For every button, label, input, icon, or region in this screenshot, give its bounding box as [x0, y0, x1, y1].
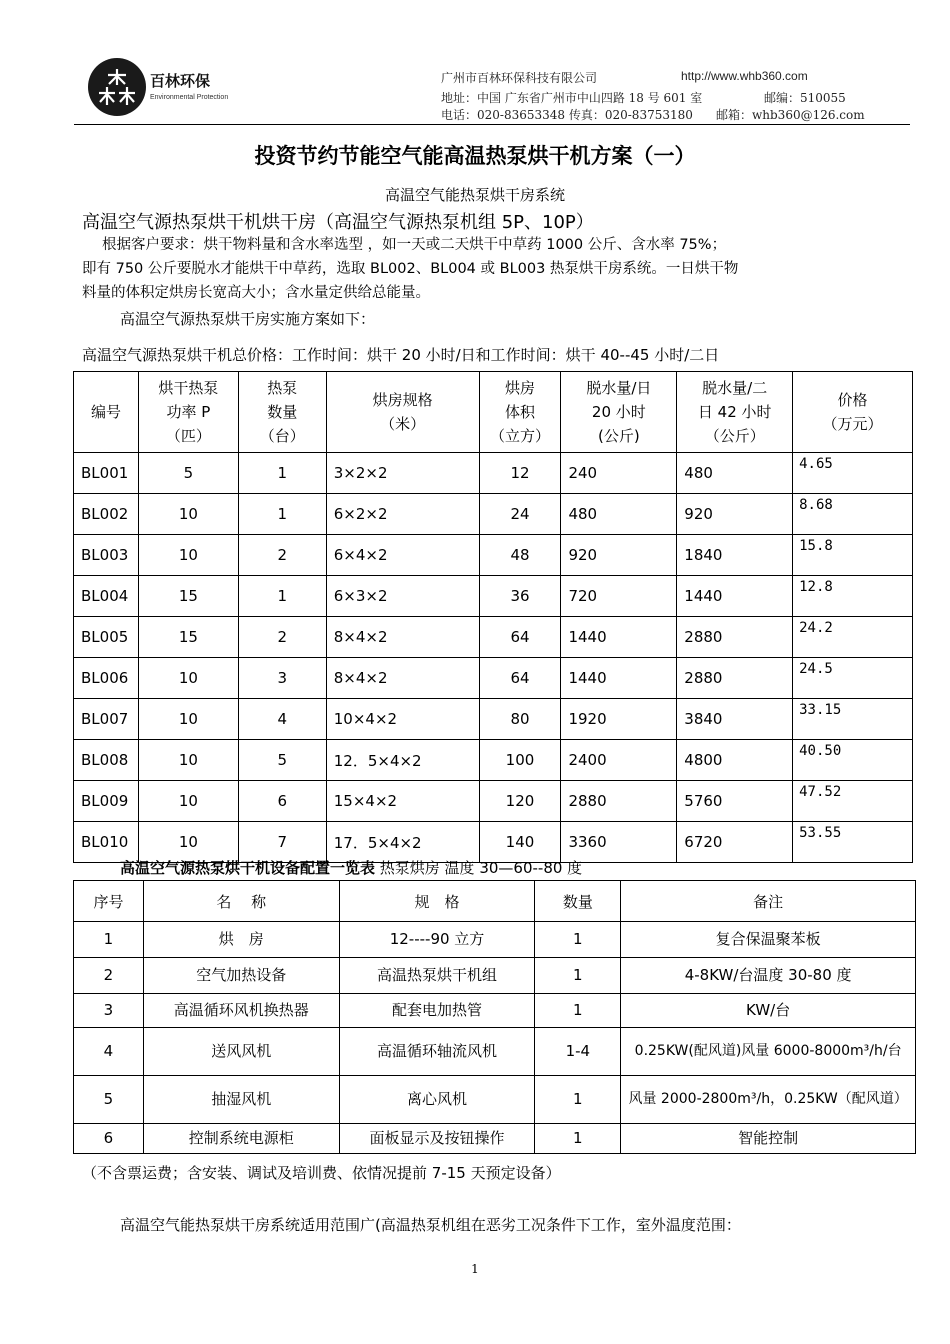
- table-cell: 6720: [677, 822, 793, 863]
- table-cell: BL010: [74, 822, 139, 863]
- table-cell: 4: [238, 699, 326, 740]
- requirement-paragraph: [82, 233, 914, 305]
- price-table-header: [74, 372, 913, 453]
- table-cell: 80: [479, 699, 561, 740]
- table-cell: 1: [535, 1124, 621, 1154]
- table-cell: 1: [238, 494, 326, 535]
- table-cell: 10: [138, 781, 238, 822]
- table-cell: 2880: [561, 781, 677, 822]
- table-row: [74, 994, 916, 1028]
- table-cell: 7: [238, 822, 326, 863]
- company-email: 邮箱：whb360@126.com: [716, 108, 865, 122]
- table-cell: BL002: [74, 494, 139, 535]
- table-cell: 10: [138, 822, 238, 863]
- table-cell: 1: [535, 958, 621, 994]
- table-cell: 1440: [561, 617, 677, 658]
- table-cell: 24: [479, 494, 561, 535]
- table-cell: 1: [74, 922, 144, 958]
- table-cell: BL006: [74, 658, 139, 699]
- table-cell: 6×3×2: [326, 576, 479, 617]
- table-cell: 3: [74, 994, 144, 1028]
- table-cell: 智能控制: [621, 1124, 916, 1154]
- closing-paragraph: 高温空气能热泵烘干房系统适用范围广(高温热泵机组在恶劣工况条件下工作，室外温度范围：: [120, 1216, 741, 1234]
- table-cell: 1: [238, 576, 326, 617]
- table-cell: 24.2: [793, 617, 913, 658]
- table-cell: 1840: [677, 535, 793, 576]
- table-cell: 3360: [561, 822, 677, 863]
- table-cell: 12: [479, 453, 561, 494]
- table-cell: 480: [561, 494, 677, 535]
- header-cell: 脱水量/二 日 42 小时 （公斤）: [677, 372, 793, 453]
- plan-intro: 高温空气源热泵烘干房实施方案如下：: [120, 310, 376, 328]
- table-cell: 10×4×2: [326, 699, 479, 740]
- table-cell: 2: [74, 958, 144, 994]
- section-heading: 高温空气源热泵烘干机烘干房（高温空气源热泵机组 5P、10P）: [82, 212, 594, 233]
- table-cell: 3×2×2: [326, 453, 479, 494]
- table-cell: BL005: [74, 617, 139, 658]
- table-cell: 4.65: [793, 453, 913, 494]
- table-cell: 24.5: [793, 658, 913, 699]
- price-table-caption: 高温空气源热泵烘干机总价格：工作时间：烘干 20 小时/日和工作时间：烘干 40--45 小时/二日: [82, 346, 720, 364]
- table-cell: 120: [479, 781, 561, 822]
- table-cell: BL003: [74, 535, 139, 576]
- table-cell: 40.50: [793, 740, 913, 781]
- pricing-note: （不含票运费；含安装、调试及培训费、依情况提前 7-15 天预定设备）: [82, 1164, 561, 1182]
- table-cell: 1: [535, 922, 621, 958]
- header-cell: 价格 （万元）: [793, 372, 913, 453]
- table-cell: 1: [535, 994, 621, 1028]
- table-cell: 10: [138, 494, 238, 535]
- table-cell: 15×4×2: [326, 781, 479, 822]
- table-cell: 0.25KW(配风道)风量 6000-8000m³/h/台: [621, 1028, 916, 1076]
- table-cell: 64: [479, 617, 561, 658]
- header-divider: [74, 124, 910, 125]
- table-cell: 15.8: [793, 535, 913, 576]
- config-table: [73, 880, 916, 1154]
- header-cell: 烘干热泵 功率 P （匹）: [138, 372, 238, 453]
- page-subtitle: 高温空气能热泵烘干房系统: [384, 186, 565, 204]
- header-cell: 热泵 数量 （台）: [238, 372, 326, 453]
- table-cell: 高温热泵烘干机组: [339, 958, 535, 994]
- table-cell: 920: [677, 494, 793, 535]
- table-cell: 47.52: [793, 781, 913, 822]
- table-cell: 1: [535, 1076, 621, 1124]
- company-postcode: 邮编：510055: [764, 91, 846, 105]
- header-cell: 序号: [74, 881, 144, 922]
- table-cell: 1: [238, 453, 326, 494]
- table-cell: 10: [138, 699, 238, 740]
- table-row: [74, 1076, 916, 1124]
- table-cell: 烘 房: [143, 922, 339, 958]
- table-cell: 6×4×2: [326, 535, 479, 576]
- company-url[interactable]: http://www.whb360.com: [681, 69, 808, 83]
- table-cell: 1-4: [535, 1028, 621, 1076]
- table-cell: 12．5×4×2: [326, 740, 479, 781]
- table-cell: 离心风机: [339, 1076, 535, 1124]
- table-cell: 15: [138, 617, 238, 658]
- header-cell: 烘房规格 （米）: [326, 372, 479, 453]
- header-cell: 脱水量/日 20 小时 (公斤): [561, 372, 677, 453]
- table-cell: 100: [479, 740, 561, 781]
- table-cell: 10: [138, 535, 238, 576]
- table-cell: 920: [561, 535, 677, 576]
- table-cell: 6×2×2: [326, 494, 479, 535]
- config-caption-bold: 高温空气源热泵烘干机设备配置一览表: [120, 859, 376, 877]
- table-row: [74, 535, 913, 576]
- price-table: [73, 371, 913, 863]
- table-cell: 10: [138, 658, 238, 699]
- header-cell: 烘房 体积 （立方）: [479, 372, 561, 453]
- table-cell: 10: [138, 740, 238, 781]
- table-cell: BL009: [74, 781, 139, 822]
- table-cell: 12.8: [793, 576, 913, 617]
- table-row: [74, 922, 916, 958]
- table-cell: BL001: [74, 453, 139, 494]
- paragraph-line: 即有 750 公斤要脱水才能烘干中草药，选取 BL002、BL004 或 BL003 热泵烘干房系统。一日烘干物: [82, 261, 739, 277]
- company-logo: [88, 56, 238, 122]
- table-cell: 3: [238, 658, 326, 699]
- table-row: [74, 781, 913, 822]
- config-caption-rest: 热泵烘房 温度 30—60--80 度: [375, 859, 583, 877]
- table-cell: BL007: [74, 699, 139, 740]
- table-cell: BL008: [74, 740, 139, 781]
- paragraph-line: 料量的体积定烘房长宽高大小；含水量定供给总能量。: [82, 285, 430, 301]
- logo-name: 百林环保: [150, 72, 211, 90]
- table-cell: 面板显示及按钮操作: [339, 1124, 535, 1154]
- table-cell: 2880: [677, 658, 793, 699]
- table-row: [74, 617, 913, 658]
- table-cell: 2: [238, 535, 326, 576]
- header-cell: 名 称: [143, 881, 339, 922]
- table-row: [74, 658, 913, 699]
- table-cell: 720: [561, 576, 677, 617]
- header-cell: 数量: [535, 881, 621, 922]
- table-cell: 8×4×2: [326, 617, 479, 658]
- table-row: [74, 576, 913, 617]
- table-cell: 480: [677, 453, 793, 494]
- table-cell: 53.55: [793, 822, 913, 863]
- header-cell: 编号: [74, 372, 139, 453]
- table-cell: 1440: [561, 658, 677, 699]
- table-cell: 5: [238, 740, 326, 781]
- company-phone: 电话：020-83653348 传真：020-83753180: [441, 108, 693, 122]
- table-cell: 3840: [677, 699, 793, 740]
- table-cell: 空气加热设备: [143, 958, 339, 994]
- table-row: [74, 699, 913, 740]
- table-cell: 抽湿风机: [143, 1076, 339, 1124]
- table-cell: 5: [74, 1076, 144, 1124]
- config-table-caption: [120, 857, 582, 878]
- table-cell: 复合保温聚苯板: [621, 922, 916, 958]
- table-cell: KW/台: [621, 994, 916, 1028]
- table-cell: 8×4×2: [326, 658, 479, 699]
- table-cell: 36: [479, 576, 561, 617]
- table-cell: 1920: [561, 699, 677, 740]
- table-cell: 2880: [677, 617, 793, 658]
- table-cell: 17．5×4×2: [326, 822, 479, 863]
- table-row: [74, 494, 913, 535]
- table-cell: BL004: [74, 576, 139, 617]
- table-cell: 5: [138, 453, 238, 494]
- table-cell: 64: [479, 658, 561, 699]
- table-cell: 15: [138, 576, 238, 617]
- table-cell: 8.68: [793, 494, 913, 535]
- table-cell: 5760: [677, 781, 793, 822]
- table-cell: 高温循环轴流风机: [339, 1028, 535, 1076]
- table-row: [74, 1124, 916, 1154]
- table-cell: 1440: [677, 576, 793, 617]
- logo-emblem-icon: [88, 58, 146, 116]
- table-cell: 2400: [561, 740, 677, 781]
- table-cell: 4-8KW/台温度 30-80 度: [621, 958, 916, 994]
- table-cell: 配套电加热管: [339, 994, 535, 1028]
- table-cell: 风量 2000-2800m³/h，0.25KW（配风道）: [621, 1076, 916, 1124]
- table-row: [74, 740, 913, 781]
- table-cell: 140: [479, 822, 561, 863]
- table-cell: 4: [74, 1028, 144, 1076]
- config-table-header: [74, 881, 916, 922]
- company-name: 广州市百林环保科技有限公司: [441, 71, 598, 85]
- page-title: 投资节约节能空气能高温热泵烘干机方案（一）: [254, 144, 696, 168]
- table-cell: 12----90 立方: [339, 922, 535, 958]
- table-cell: 6: [238, 781, 326, 822]
- table-row: [74, 958, 916, 994]
- table-cell: 33.15: [793, 699, 913, 740]
- table-cell: 送风风机: [143, 1028, 339, 1076]
- table-cell: 6: [74, 1124, 144, 1154]
- logo-subtitle: Environmental Protection: [150, 94, 229, 101]
- table-cell: 控制系统电源柜: [143, 1124, 339, 1154]
- header-cell: 规 格: [339, 881, 535, 922]
- header-cell: 备注: [621, 881, 916, 922]
- table-row: [74, 453, 913, 494]
- paragraph-line: 根据客户要求：烘干物料量和含水率选型 ，如一天或二天烘干中草药 1000 公斤、含水率 75%；: [102, 237, 727, 253]
- table-row: [74, 1028, 916, 1076]
- table-cell: 240: [561, 453, 677, 494]
- table-cell: 4800: [677, 740, 793, 781]
- table-cell: 2: [238, 617, 326, 658]
- company-address: 地址：中国 广东省广州市中山四路 18 号 601 室: [441, 91, 703, 105]
- table-cell: 高温循环风机换热器: [143, 994, 339, 1028]
- table-cell: 48: [479, 535, 561, 576]
- page-number: 1: [471, 1262, 479, 1276]
